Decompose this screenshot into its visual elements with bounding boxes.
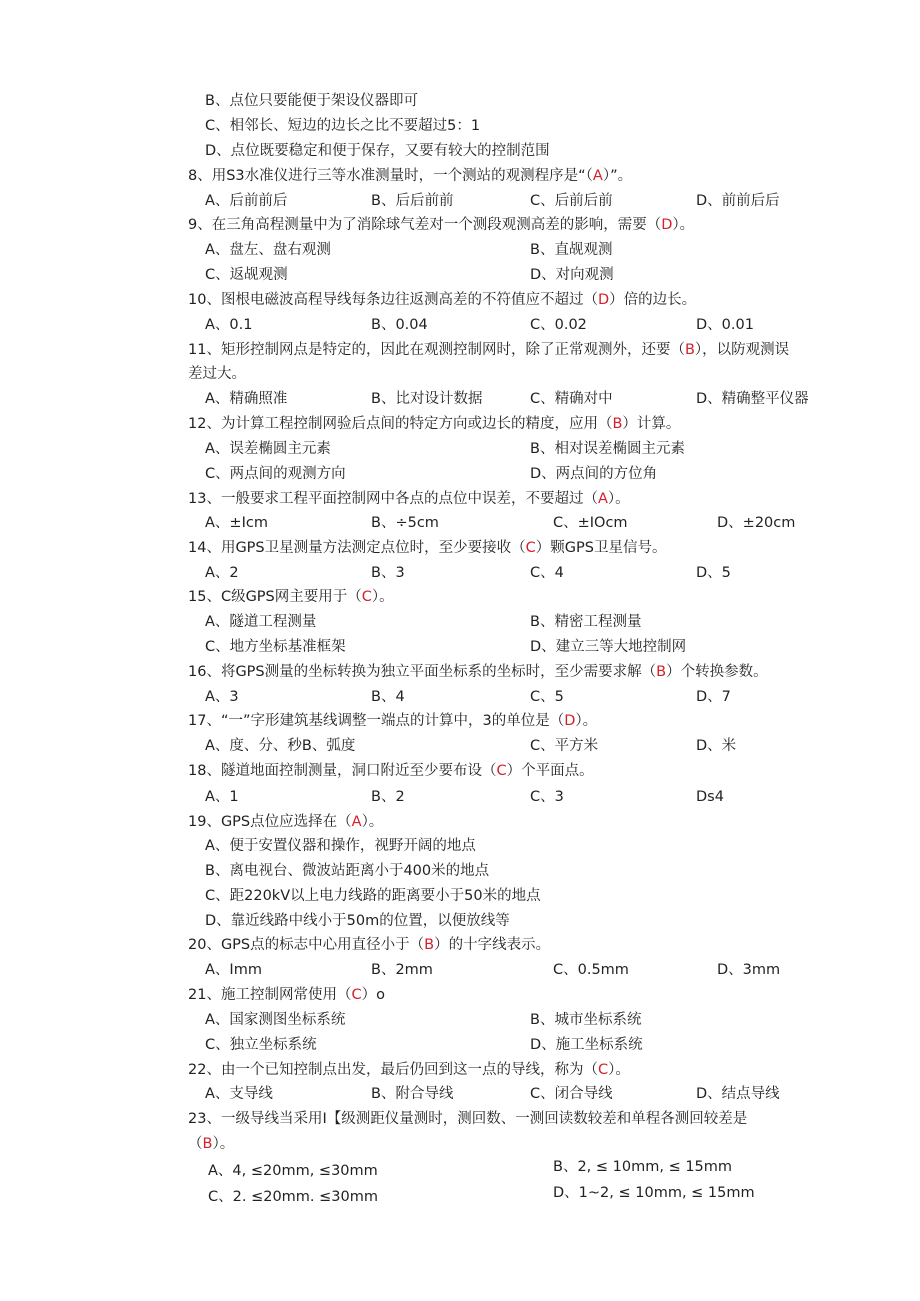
- option-a: A、±Icm: [205, 515, 268, 531]
- option-b: B、离电视台、微波站距离小于400米的地点: [205, 863, 490, 879]
- option-b: B、4: [371, 689, 405, 705]
- document-page: B、点位只要能便于架设仪器即可 C、相邻长、短边的边长之比不要超过5：1 D、点位既要稳定和便于保存，又要有较大的控制范围 8、用S3水准仪进行三等水准测量时，一个测站的观测程序是“（A）”。 A、后前前后 B、后后前前 C、后前后前 D、前前后后 9、在三角高程测量中为了消除球气差对一个测段观测高差的影响，需要（D）。 A、盘左、盘右观测 B、直觇观测 C、返觇观测 D、对向观测 10、图根电磁波高程导线每条边往返测高差的不符值应不超过（D）倍的边长。 A、0.1 B、0.04 C、0.02 D、0.01 11、矩形控制网点是特定的，因此在观测控制网时，除了正常观测外，还要（B），以防观测误 差过大。 A、精确照准 B、比对设计数据 C、精确对中 D、精确整平仪器 12、为计算工程控制网验后点间的特定方向或边长的精度，应用（B）计算。 A、误差椭圆主元素 B、相对误差椭圆主元素 C、两点间的观测方向 D、两点间的方位角 13、一般要求工程平面控制网中各点的点位中误差，不要超过（A）。 A、±Icm B、÷5cm C、±IOcm D、±20cm 14、用GPS卫星测量方法测定点位时，至少要接收（C）颗GPS卫星信号。 A、2 B、3 C、4 D、5 15、C级GPS网主要用于（C）。 A、隧道工程测量 B、精密工程测量 C、地方坐标基准框架 D、建立三等大地控制网 16、将GPS测量的坐标转换为独立平面坐标系的坐标时，至少需要求解（B）个转换参数。 A、3 B、4 C、5 D、7 17、“一”字形建筑基线调整一端点的计算中，3的单位是（D）。 A、度、分、秒B、弧度 C、平方米 D、米 18、隧道地面控制测量，洞口附近至少要布设（C）个平面点。 A、1 B、2 C、3 Ds4 19、GPS点位应选择在（A）。 A、便于安置仪器和操作，视野开阔的地点 B、离电视台、微波站距离小于400米的地点 C、距220kV以上电力线路的距离要小于50米的地点 D、靠近线路中线小于50m的位置，以便放线等 20、GPS点的标志中心用直径小于（B）的十字线表示。 A、Imm B、2mm C、0.5mm D、3mm 21、施工控制网常使用（C）o A、国家测图坐标系统 B、城市坐标系统 C、独立坐标系统 D、施工坐标系统 22、由一个已知控制点出发，最后仍回到这一点的导线，称为（C）。 A、支导线 B、附合导线 C、闭合导线 D、结点导线 23、一级导线当采用I【级测距仪量测时，测回数、一测回读数较差和单程各测回较差是 （B）。 A、4, ≤20mm, ≤30mm B、2, ≤ 10mm, ≤ 15mm C、2. ≤20mm. ≤30mm D、1~2, ≤ 10mm, ≤ 15mm: [0, 0, 920, 1301]
- option-c: C、相邻长、短边的边长之比不要超过5：1: [205, 118, 481, 134]
- option-b: B、2, ≤ 10mm, ≤ 15mm: [553, 1159, 733, 1175]
- option-d: D、7: [696, 689, 731, 705]
- answer-letter: B: [424, 937, 435, 953]
- option-c: C、2. ≤20mm. ≤30mm: [208, 1189, 378, 1205]
- option-d: D、±20cm: [717, 515, 796, 531]
- option-c: C、4: [530, 565, 564, 581]
- option-b: B、比对设计数据: [371, 391, 483, 407]
- option-c: C、5: [530, 689, 564, 705]
- option-c: C、地方坐标基准框架: [205, 639, 346, 655]
- option-d: D、建立三等大地控制网: [530, 639, 687, 655]
- answer-letter: D: [661, 217, 673, 233]
- answer-letter: C: [351, 987, 362, 1003]
- answer-letter: D: [564, 713, 576, 729]
- question-text: 23、一级导线当采用I【级测距仪量测时，测回数、一测回读数较差和单程各测回较差是: [188, 1111, 748, 1127]
- question-text: 21、施工控制网常使用（: [188, 987, 352, 1003]
- option-c: C、返觇观测: [205, 267, 288, 283]
- question-text: 14、用GPS卫星测量方法测定点位时，至少要接收（: [188, 540, 526, 556]
- option-a: A、2: [205, 565, 239, 581]
- option-c: C、3: [530, 789, 564, 805]
- answer-letter: B: [656, 664, 667, 680]
- option-b: B、3: [371, 565, 405, 581]
- question-text: 17、“一”字形建筑基线调整一端点的计算中，3的单位是（: [188, 713, 565, 729]
- option-a: A、4, ≤20mm, ≤30mm: [208, 1163, 378, 1179]
- option-d: D、对向观测: [530, 267, 614, 283]
- question-text-end: ）o: [361, 987, 385, 1003]
- option-a: A、隧道工程测量: [205, 614, 317, 630]
- option-c: C、平方米: [530, 738, 599, 754]
- option-a: A、后前前后: [205, 193, 288, 209]
- answer-letter: B: [684, 342, 695, 358]
- question-text-end: ）。: [575, 713, 598, 729]
- answer-letter: B: [612, 416, 623, 432]
- answer-letter: B: [202, 1136, 213, 1152]
- option-b: B、精密工程测量: [530, 614, 642, 630]
- option-c: C、±IOcm: [553, 515, 628, 531]
- question-text: 12、为计算工程控制网验后点间的特定方向或边长的精度，应用（: [188, 416, 613, 432]
- option-d: D、5: [696, 565, 731, 581]
- option-b: B、÷5cm: [371, 515, 439, 531]
- option-a: A、Imm: [205, 962, 262, 978]
- option-d: D、精确整平仪器: [696, 391, 809, 407]
- option-a: A、误差椭圆主元素: [205, 441, 331, 457]
- question-text: 16、将GPS测量的坐标转换为独立平面坐标系的坐标时，至少需要求解（: [188, 664, 657, 680]
- option-d: D、1~2, ≤ 10mm, ≤ 15mm: [553, 1185, 755, 1201]
- question-text: 19、GPS点位应选择在（: [188, 814, 352, 830]
- question-text-end: ）。: [212, 1136, 235, 1152]
- answer-letter: A: [351, 814, 362, 830]
- option-d: Ds4: [696, 789, 724, 805]
- question-text: 15、C级GPS网主要用于（: [188, 589, 362, 605]
- question-text: 22、由一个已知控制点出发，最后仍回到这一点的导线，称为（: [188, 1062, 598, 1078]
- option-c: C、精确对中: [530, 391, 613, 407]
- option-a: A、度、分、秒B、弧度: [205, 738, 356, 754]
- question-text: 8、用S3水准仪进行三等水准测量时，一个测站的观测程序是“（: [188, 168, 593, 184]
- option-b: B、附合导线: [371, 1086, 454, 1102]
- answer-letter: C: [361, 589, 372, 605]
- option-b: B、0.04: [371, 317, 428, 333]
- option-d: D、点位既要稳定和便于保存，又要有较大的控制范围: [205, 143, 550, 159]
- question-text: 10、图根电磁波高程导线每条边往返测高差的不符值应不超过（: [188, 292, 598, 308]
- option-c: C、后前后前: [530, 193, 613, 209]
- option-d: D、0.01: [696, 317, 754, 333]
- answer-letter: C: [496, 763, 507, 779]
- option-d: D、结点导线: [696, 1086, 780, 1102]
- option-c: C、距220kV以上电力线路的距离要小于50米的地点: [205, 888, 541, 904]
- option-b: B、2mm: [371, 962, 433, 978]
- answer-letter: A: [592, 168, 603, 184]
- answer-letter: C: [525, 540, 536, 556]
- option-a: A、支导线: [205, 1086, 273, 1102]
- question-text: 9、在三角高程测量中为了消除球气差对一个测段观测高差的影响，需要（: [188, 217, 662, 233]
- option-b: B、2: [371, 789, 405, 805]
- question-text-end: ）。: [607, 491, 630, 507]
- question-text-end: ）计算。: [622, 416, 681, 432]
- question-text-end: ）个平面点。: [506, 763, 594, 779]
- option-d: D、米: [696, 738, 737, 754]
- option-a: A、1: [205, 789, 239, 805]
- option-c: C、闭合导线: [530, 1086, 613, 1102]
- option-b: B、直觇观测: [530, 242, 613, 258]
- option-a: A、3: [205, 689, 239, 705]
- answer-letter: D: [597, 292, 610, 308]
- question-text-end: ）”。: [602, 168, 633, 184]
- question-text-end: ）。: [371, 589, 394, 605]
- question-text-end: ）颗GPS卫星信号。: [535, 540, 667, 556]
- option-b: B、相对误差椭圆主元素: [530, 441, 685, 457]
- question-text-end: ），以防观测误: [694, 342, 790, 358]
- option-d: D、两点间的方位角: [530, 466, 658, 482]
- question-text: 18、隧道地面控制测量，洞口附近至少要布设（: [188, 763, 497, 779]
- option-a: A、0.1: [205, 317, 253, 333]
- option-a: A、盘左、盘右观测: [205, 242, 331, 258]
- question-text: 11、矩形控制网点是特定的，因此在观测控制网时，除了正常观测外，还要（: [188, 342, 685, 358]
- option-c: C、0.02: [530, 317, 587, 333]
- option-a: A、精确照准: [205, 391, 288, 407]
- answer-letter: A: [597, 491, 608, 507]
- option-a: A、国家测图坐标系统: [205, 1012, 346, 1028]
- question-text-end: ）个转换参数。: [666, 664, 768, 680]
- option-b: B、后后前前: [371, 193, 454, 209]
- option-d: D、靠近线路中线小于50m的位置，以便放线等: [205, 913, 510, 929]
- option-d: D、施工坐标系统: [530, 1037, 643, 1053]
- option-a: A、便于安置仪器和操作，视野开阔的地点: [205, 838, 476, 854]
- question-text-end: ）。: [672, 217, 695, 233]
- answer-letter: C: [597, 1062, 609, 1078]
- option-d: D、前前后后: [696, 193, 780, 209]
- option-c: C、两点间的观测方向: [205, 466, 346, 482]
- option-c: C、独立坐标系统: [205, 1037, 317, 1053]
- question-text-end: ）倍的边长。: [609, 292, 697, 308]
- option-b: B、点位只要能便于架设仪器即可: [205, 93, 418, 109]
- question-text-end: ）的十字线表示。: [434, 937, 551, 953]
- option-b: B、城市坐标系统: [530, 1012, 642, 1028]
- question-text: 13、一般要求工程平面控制网中各点的点位中误差，不要超过（: [188, 491, 598, 507]
- question-text: 20、GPS点的标志中心用直径小于（: [188, 937, 425, 953]
- question-text-end: ）。: [361, 814, 384, 830]
- option-c: C、0.5mm: [553, 962, 629, 978]
- option-d: D、3mm: [717, 962, 781, 978]
- question-text-end: ）。: [608, 1062, 630, 1078]
